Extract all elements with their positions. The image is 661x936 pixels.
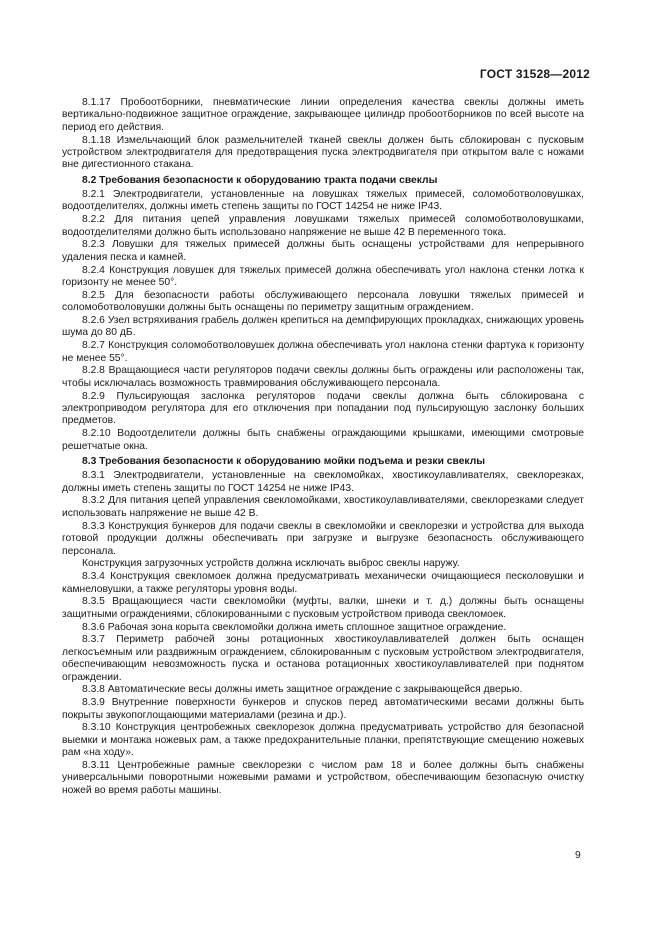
paragraph: 8.2.2 Для питания цепей управления ловушками тяжелых примесей соломоботволовушками, водоотделителями должно быть использовано напряжение не выше 42 В переменного тока. bbox=[62, 214, 584, 238]
paragraph: 8.2.7 Конструкция соломоботволовушек должна обеспечивать угол наклона стенки фартука к горизонту не менее 55°. bbox=[62, 340, 584, 364]
paragraph: 8.1.18 Измельчающий блок размельчителей тканей свеклы должен быть сблокирован с пусковым устройством электродвигателя для предотвращения пуска электродвигателя при открытом вале с ножами вне дигестионного стакана. bbox=[62, 134, 584, 171]
paragraph: 8.3.2 Для питания цепей управления свекломойками, хвостикоулавливателями, свеклорезками следует использовать напряжение не выше 42 В. bbox=[62, 495, 584, 519]
paragraph: 8.3.1 Электродвигатели, установленные на свекломойках, хвостикоулавливателях, свеклорезках, должны иметь степень защиты по ГОСТ 14254 не ниже IP43. bbox=[62, 470, 584, 494]
paragraph: 8.3.8 Автоматические весы должны иметь защитное ограждение с закрывающейся дверью. bbox=[82, 684, 523, 696]
section-heading: 8.2 Требования безопасности к оборудованию тракта подачи свеклы bbox=[82, 174, 438, 186]
paragraph: 8.2.3 Ловушки для тяжелых примесей должны быть оснащены устройствами для непрерывного удаления песка и камней. bbox=[62, 239, 584, 263]
section-heading: 8.3 Требования безопасности к оборудованию мойки подъема и резки свеклы bbox=[82, 456, 486, 468]
paragraph: 8.3.9 Внутренние поверхности бункеров и спусков перед автоматическими весами должны быть покрыты звукопоглощающими материалами (резина и др.). bbox=[62, 697, 584, 721]
paragraph: 8.1.17 Пробоотборники, пневматические линии определения качества свеклы должны иметь вертикально-подвижное защитное ограждение, закрывающее цилиндр пробоотборников по всей высоте на период его действия. bbox=[62, 97, 584, 133]
paragraph: 8.2.9 Пульсирующая заслонка регуляторов подачи свеклы должна быть сблокирована с электроприводом регулятора для его отключения при попадании под пульсирующую заслонку больших предметов. bbox=[62, 390, 584, 427]
paragraph: 8.3.5 Вращающиеся части свекломойки (муфты, валки, шнеки и т. д.) должны быть оснащены защитными ограждениями, сблокированными с пусковым устройством привода свекломоек. bbox=[62, 596, 584, 620]
paragraph: 8.2.1 Электродвигатели, установленные на ловушках тяжелых примесей, соломоботволовушках, водоотделителях, должны иметь степень защиты по ГОСТ 14254 не ниже IP43. bbox=[62, 189, 584, 213]
document-code: ГОСТ 31528—2012 bbox=[479, 67, 590, 81]
paragraph: 8.2.5 Для безопасности работы обслуживающего персонала ловушки тяжелых примесей и соломоботволовушки должны быть оснащены по периметру защитным ограждением. bbox=[62, 289, 584, 314]
paragraph: 8.2.6 Узел встряхивания грабель должен крепиться на демпфирующих прокладках, снижающих уровень шума до 80 дБ. bbox=[62, 315, 584, 339]
paragraph: 8.3.10 Конструкция центробежных свеклорезок должна предусматривать устройство для безопасной выемки и монтажа ножевых рам, а также предохранительные планки, препятствующие смещению ножевых рам «на ходу». bbox=[62, 722, 584, 759]
paragraph: 8.2.10 Водоотделители должны быть снабжены ограждающими крышками, имеющими смотровые решетчатые окна. bbox=[62, 428, 584, 452]
paragraph: Конструкция загрузочных устройств должна исключать выброс свеклы наружу. bbox=[82, 558, 460, 570]
document-body bbox=[62, 97, 584, 798]
page-number: 9 bbox=[575, 850, 581, 861]
paragraph: 8.3.4 Конструкция свекломоек должна предусматривать механически очищающиеся песколовушки и камнеловушки, а также регуляторы уровня воды. bbox=[62, 571, 584, 595]
paragraph: 8.3.7 Периметр рабочей зоны ротационных хвостикоулавливателей должен быть оснащен легкосъемным или раздвижным ограждением, сблокированным с пусковым устройством электродвигателя, обеспечивающим невозможность пуска и останова ротационных хвостикоулавливателей при поднятом ограждении. bbox=[62, 634, 584, 683]
paragraph: 8.3.6 Рабочая зона корыта свекломойки должна иметь сплошное защитное ограждение. bbox=[82, 621, 507, 633]
paragraph: 8.2.4 Конструкция ловушек для тяжелых примесей должна обеспечивать угол наклона стенки лотка к горизонту не менее 50°. bbox=[62, 264, 584, 289]
paragraph: 8.3.11 Центробежные рамные свеклорезки с числом рам 18 и более должны быть снабжены универсальными поворотными ножевыми рамами и устройством, обеспечивающим безопасную очистку ножей во время работы машины. bbox=[62, 759, 584, 796]
paragraph: 8.3.3 Конструкция бункеров для подачи свеклы в свекломойки и свеклорезки и устройства для выхода готовой продукции должны обеспечивать при загрузке и выгрузке безопасность обслуживающего персонала. bbox=[62, 520, 584, 557]
paragraph: 8.2.8 Вращающиеся части регуляторов подачи свеклы должны быть ограждены или расположены так, чтобы исключалась возможность травмирования обслуживающего персонала. bbox=[62, 365, 584, 389]
